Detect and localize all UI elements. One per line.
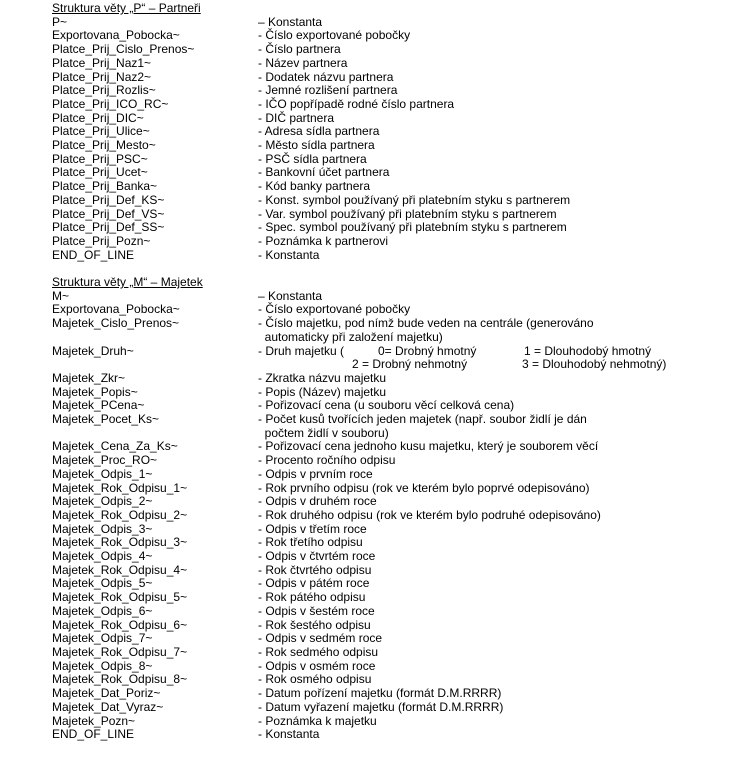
field-description: - PSČ sídla partnera [258, 151, 367, 166]
field-description: - Odpis v šestém roce [258, 603, 375, 618]
field-name: Majetek_Odpis_6~ [52, 603, 153, 618]
field-name: Majetek_Odpis_5~ [52, 576, 153, 591]
field-row [52, 153, 732, 167]
field-description: - Procento ročního odpisu [258, 453, 396, 468]
field-description: - Číslo exportované pobočky [258, 302, 411, 317]
section-partners [52, 2, 732, 262]
field-description: - Město sídla partnera [258, 138, 375, 153]
field-row [52, 536, 732, 550]
field-row [52, 84, 732, 98]
field-row [52, 180, 732, 194]
field-row [52, 701, 732, 715]
field-row [52, 523, 732, 537]
field-row [52, 112, 732, 126]
field-description: - Datum vyřazení majetku (formát D.M.RRRR) [258, 699, 504, 714]
field-description: - Rok třetího odpisu [258, 535, 363, 550]
field-name: Majetek_Rok_Odpisu_6~ [52, 617, 188, 632]
field-row [52, 166, 732, 180]
field-name: Majetek_Rok_Odpisu_8~ [52, 672, 188, 687]
field-description: - Odpis v druhém roce [258, 494, 377, 509]
field-name: Majetek_Pocet_Ks~ [52, 412, 160, 427]
field-name: Majetek_Dat_Vyraz~ [52, 699, 164, 714]
druh-option-1: 1 = Dlouhodobý hmotný [524, 343, 652, 358]
field-description: – Konstanta [258, 14, 323, 29]
field-name: Majetek_Zkr~ [52, 370, 126, 385]
field-name: Majetek_Odpis_1~ [52, 466, 153, 481]
field-description: - Počet kusů tvořících jeden majetek (např. soubor židlí je dán počtem židlí v souboru) [258, 412, 587, 440]
field-name: Majetek_Odpis_7~ [52, 631, 153, 646]
field-name: Majetek_Pozn~ [52, 713, 136, 728]
field-row [52, 550, 732, 564]
field-description: - Pořizovací cena (u souboru věcí celková cena) [258, 398, 515, 413]
field-name: Majetek_Odpis_2~ [52, 494, 153, 509]
field-name: Platce_Prij_Rozlis~ [52, 83, 156, 98]
field-row [52, 71, 732, 85]
field-description: - Odpis v prvním roce [258, 466, 373, 481]
field-row [52, 139, 732, 153]
field-row [52, 221, 732, 235]
field-name: Platce_Prij_Ucet~ [52, 165, 148, 180]
field-row [52, 454, 732, 468]
document-body [52, 2, 732, 742]
field-name: P~ [52, 14, 68, 29]
field-description: - Konstanta [258, 727, 320, 742]
field-description: – Konstanta [258, 288, 323, 303]
field-list-partners [52, 16, 732, 263]
field-description: - Bankovní účet partnera [258, 165, 390, 180]
field-name: Platce_Prij_Def_SS~ [52, 220, 165, 235]
field-row [52, 632, 732, 646]
section-heading-partners: Struktura věty „P“ – Partneři [52, 1, 201, 15]
field-description: - Rok druhého odpisu (rok ve kterém bylo podruhé odepisováno) [258, 507, 601, 522]
section-heading-assets: Struktura věty „M“ – Majetek [52, 275, 203, 290]
field-name: Majetek_Dat_Poriz~ [52, 686, 161, 701]
field-name: Majetek_Rok_Odpisu_7~ [52, 644, 188, 659]
field-description: - Datum pořízení majetku (formát D.M.RRRR) [258, 686, 502, 701]
field-description: - Číslo majetku, pod nímž bude veden na centrále (generováno automaticky při založení majetku) [258, 316, 594, 344]
druh-option-3: 3 = Dlouhodobý nehmotný) [522, 357, 667, 372]
field-name: Exportovana_Pobocka~ [52, 28, 180, 43]
field-name: Platce_Prij_Naz1~ [52, 55, 152, 70]
field-row [52, 468, 732, 482]
field-row [52, 413, 732, 440]
field-name: END_OF_LINE [52, 247, 135, 262]
field-name: M~ [52, 288, 70, 303]
field-name: Platce_Prij_PSC~ [52, 151, 148, 166]
field-row [52, 194, 732, 208]
field-name: Majetek_Rok_Odpisu_1~ [52, 480, 188, 495]
field-description: - Zkratka názvu majetku [258, 370, 387, 385]
field-row [52, 249, 732, 263]
field-description: - Konstanta [258, 247, 320, 262]
field-name: Platce_Prij_Naz2~ [52, 69, 152, 84]
field-row [52, 605, 732, 619]
field-row [52, 57, 732, 71]
field-row [52, 673, 732, 687]
field-description: - Rok čtvrtého odpisu [258, 562, 372, 577]
druh-option-0: 0= Drobný hmotný [378, 343, 477, 358]
field-description: - Číslo partnera [258, 42, 341, 57]
field-row [52, 577, 732, 591]
field-description: - IČO popřípadě rodné číslo partnera [258, 96, 455, 111]
field-description: - Poznámka k majetku [258, 713, 377, 728]
field-row [52, 564, 732, 578]
field-description: - Pořizovací cena jednoho kusu majetku, který je souborem věcí [258, 439, 599, 454]
field-name: Platce_Prij_DIC~ [52, 110, 144, 125]
field-description: - Jemné rozlišení partnera [258, 83, 398, 98]
field-name: Majetek_Odpis_8~ [52, 658, 153, 673]
field-description: - Popis (Název) majetku [258, 384, 387, 399]
field-description: - DIČ partnera [258, 110, 335, 125]
field-name: Majetek_Rok_Odpisu_2~ [52, 507, 188, 522]
field-name: Majetek_Popis~ [52, 384, 138, 399]
field-name: Platce_Prij_Def_VS~ [52, 206, 165, 221]
field-description: - Rok osmého odpisu [258, 672, 372, 687]
druh-lead: - Druh majetku ( [258, 343, 345, 358]
field-row [52, 125, 732, 139]
field-row [52, 29, 732, 43]
field-row [52, 43, 732, 57]
field-row [52, 399, 732, 413]
field-row [52, 591, 732, 605]
field-name: Majetek_PCena~ [52, 398, 145, 413]
field-name: Platce_Prij_Ulice~ [52, 124, 150, 139]
field-row [52, 372, 732, 386]
field-row-majetek-druh [52, 345, 732, 372]
field-description: - Odpis v osmém roce [258, 658, 376, 673]
field-name: Platce_Prij_Cislo_Prenos~ [52, 42, 195, 57]
field-row [52, 687, 732, 701]
field-name: Platce_Prij_Banka~ [52, 179, 158, 194]
field-row [52, 715, 732, 729]
field-name: Majetek_Rok_Odpisu_3~ [52, 535, 188, 550]
field-description [258, 345, 732, 372]
field-name: Majetek_Rok_Odpisu_4~ [52, 562, 188, 577]
field-name: Majetek_Cislo_Prenos~ [52, 316, 180, 331]
field-description: - Var. symbol používaný při platebním styku s partnerem [258, 206, 557, 221]
field-description: - Adresa sídla partnera [258, 124, 380, 139]
field-name: Majetek_Rok_Odpisu_5~ [52, 590, 188, 605]
field-name: Majetek_Cena_Za_Ks~ [52, 439, 178, 454]
field-description: - Odpis v třetím roce [258, 521, 367, 536]
field-description: - Dodatek názvu partnera [258, 69, 394, 84]
field-description: - Název partnera [258, 55, 348, 70]
field-list-assets-before [52, 290, 732, 345]
field-row [52, 646, 732, 660]
field-row [52, 495, 732, 509]
field-description: - Kód banky partnera [258, 179, 371, 194]
field-description: - Odpis v pátém roce [258, 576, 370, 591]
field-description: - Rok sedmého odpisu [258, 644, 379, 659]
field-row [52, 208, 732, 222]
field-row [52, 619, 732, 633]
field-row [52, 235, 732, 249]
field-description: - Konst. symbol používaný při platebním styku s partnerem [258, 192, 571, 207]
field-name: Platce_Prij_Mesto~ [52, 138, 156, 153]
field-name: Majetek_Odpis_3~ [52, 521, 153, 536]
field-row [52, 440, 732, 454]
field-row [52, 482, 732, 496]
field-row [52, 98, 732, 112]
field-row [52, 660, 732, 674]
field-description: - Rok šestého odpisu [258, 617, 371, 632]
field-row [52, 509, 732, 523]
field-name: Majetek_Proc_RO~ [52, 453, 158, 468]
field-name: Platce_Prij_Def_KS~ [52, 192, 165, 207]
field-description: - Rok pátého odpisu [258, 590, 366, 605]
field-name: END_OF_LINE [52, 727, 135, 742]
field-name: Majetek_Odpis_4~ [52, 549, 153, 564]
section-assets [52, 276, 732, 742]
field-description: - Číslo exportované pobočky [258, 28, 411, 43]
field-list-assets-after [52, 372, 732, 742]
field-name: Exportovana_Pobocka~ [52, 302, 180, 317]
field-name: Majetek_Druh~ [52, 343, 134, 358]
field-description: - Odpis v sedmém roce [258, 631, 383, 646]
field-row [52, 386, 732, 400]
field-description: - Rok prvního odpisu (rok ve kterém bylo poprvé odepisováno) [258, 480, 590, 495]
field-description: - Odpis v čtvrtém roce [258, 549, 376, 564]
field-description: - Poznámka k partnerovi [258, 233, 389, 248]
field-name: Platce_Prij_Pozn~ [52, 233, 151, 248]
field-name: Platce_Prij_ICO_RC~ [52, 96, 169, 111]
field-row [52, 317, 732, 344]
field-description: - Spec. symbol používaný při platebním styku s partnerem [258, 220, 567, 235]
field-row [52, 728, 732, 742]
druh-option-2: 2 = Drobný nehmotný [352, 357, 468, 372]
